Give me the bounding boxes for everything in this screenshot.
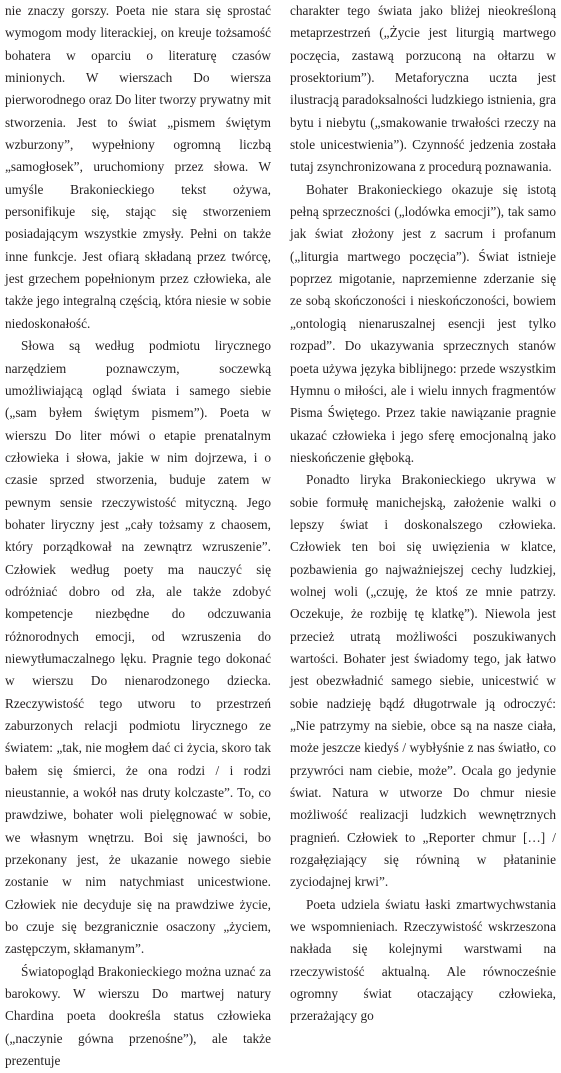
paragraph: nie znaczy gorszy. Poeta nie stara się sprostać wymogom mody literackiej, on kreuje tożsamość bohatera w oparciu o literaturę czasów minionych. W wierszach Do wiersza pierworodnego oraz Do liter tworzy prywatny mit stworzenia. Jest to świat „pismem świętym wzburzony”, wypełniony ogromną liczbą „samogłosek”, uruchomiony przez słowa. W umyśle Brakonieckiego tekst ożywa, personifikuje się, stając się stworzeniem posiadającym wszystkie zmysły. Pełni on także inne funkcje. Jest ofiarą składaną przez twórcę, jest grzechem popełnionym przez człowieka, ale także jego integralną częścią, która niesie w sobie niedoskonałość. xyxy=(5,3,271,331)
paragraph: Słowa są według podmiotu lirycznego narzędziem poznawczym, soczewką umożliwiającą ogląd świata i samego siebie („sam byłem świętym pismem”). Poeta w wierszu Do liter mówi o etapie prenatalnym człowieka i słowa, jakie w nim dojrzewa, i o czasie sprzed stworzenia, buduje zatem w pewnym sensie rzeczywistość mityczną. Jego bohater liryczny jest „cały tożsamy z chaosem, który porządkował na zewnątrz wzruszenie”. Człowiek według poety ma nauczyć się odróżniać dobro od zła, ale także zdobyć kompetencje niezbędne do odczuwania różnorodnych emocji, od wzruszenia do niewytłumaczalnego lęku. Pragnie tego dokonać w wierszu Do nienarodzonego dziecka. Rzeczywistość tego utworu to przestrzeń zaburzonych relacji podmiotu lirycznego ze światem: „tak, nie mogłem dać ci życia, skoro tak bałem się śmierci, że ona rodzi / i rodzi nieustannie, a wokół nas druty kolczaste”. To, co prawdziwe, bohater woli pielęgnować w sobie, we własnym wnętrzu. Boi się jawności, bo przekonany jest, że ukazanie nowego siebie zostanie w nim natychmiast unicestwione. Człowiek nie decyduje się na prawdziwe życie, bo czuje się bezgranicznie osaczony „życiem, zastępczym, skłamanym”. xyxy=(5,338,271,957)
text-column-right xyxy=(290,0,556,1028)
paragraph: Bohater Brakonieckiego okazuje się istotą pełną sprzeczności („lodówka emocji”), tak samo jak świat złożony jest z sacrum i profanum („liturgia martwego poczęcia”). Świat istnieje poprzez migotanie, naprzemienne zderzanie się ze sobą skończoności i nieskończoności, bowiem „ontologią nienaruszalnej esencji jest tylko rozpad”. Do ukazywania sprzecznych stanów poeta używa języka biblijnego: przede wszystkim Hymnu o miłości, ale i wielu innych fragmentów Pisma Świętego. Przez takie nawiązanie pragnie ukazać człowieka i jego sferę emocjonalną jako nieskończenie głęboką. xyxy=(290,181,556,465)
text-column-left xyxy=(5,0,271,1073)
paragraph: Światopogląd Brakonieckiego można uznać za barokowy. W wierszu Do martwej natury Chardina poeta dookreśla status człowieka („naczynie gówna przenośne”), ale także prezentuje xyxy=(5,963,271,1069)
paragraph: Poeta udziela światu łaski zmartwychwstania we wspomnieniach. Rzeczywistość wskrzeszona nakłada się kolejnymi warstwami na rzeczywistość aktualną. Ale równocześnie ogromny świat otaczający człowieka, przerażający go xyxy=(290,896,556,1024)
paragraph: charakter tego świata jako bliżej nieokreśloną metaprzestrzeń („Życie jest liturgią martwego poczęcia, zastawą porzuconą na ołtarzu w prosektorium”). Metaforyczna uczta jest ilustracją paradoksalności ludzkiego istnienia, gra bytu i niebytu („smakowanie trwałości rzeczy na stole unicestwienia”). Czynność jedzenia została tutaj zsynchronizowana z procedurą poznawania. xyxy=(290,3,556,175)
paragraph: Ponadto liryka Brakonieckiego ukrywa w sobie formułę manichejską, założenie walki o lepszy świat i doskonalszego człowieka. Człowiek ten boi się uwięzienia w klatce, pozbawienia go najważniejszej cechy ludzkiej, wolnej woli („czuję, że ktoś ze mnie patrzy. Oczekuje, że rozbiję tę klatkę”). Niewola jest przecież utratą możliwości poszukiwanych wartości. Bohater jest świadomy tego, jak łatwo jest obezwładnić samego siebie, unicestwić w sobie nadzieję bądź długotrwale ją odroczyć: „Nie patrzymy na siebie, obce są na nasze ciała, może jeszcze kiedyś / wybłyśnie z nas światło, co przywróci nam ciebie, może”. Ocala go jedynie świat. Natura w utworze Do chmur niesie możliwość realizacji ludzkich wewnętrznych pragnień. Człowiek to „Reporter chmur […] / rozgałęziający się równiną w płataninie zyciodajnej krwi”. xyxy=(290,472,556,890)
